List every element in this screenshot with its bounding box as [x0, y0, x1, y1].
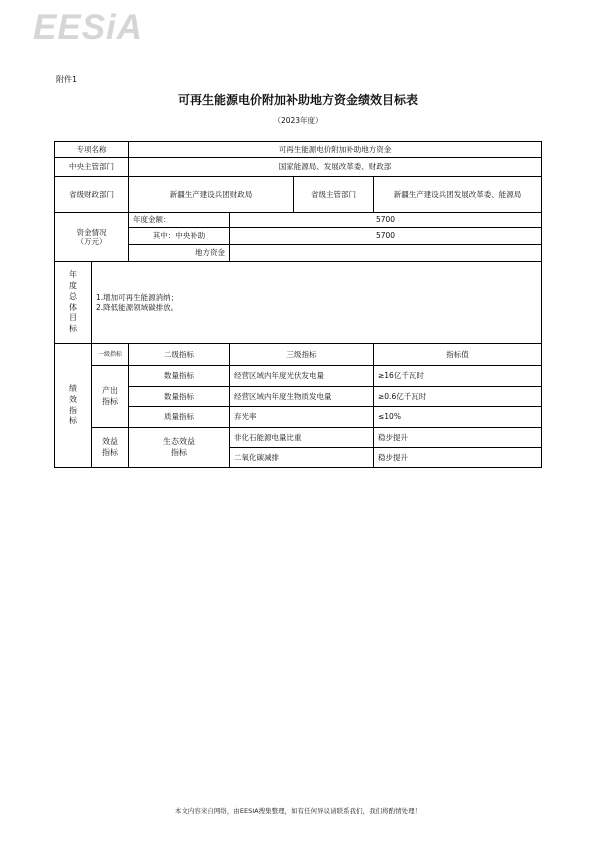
- output-indicator-label-text: 产出指标: [102, 385, 118, 406]
- project-name-label: 专项名称: [55, 142, 129, 158]
- table-row-value: 稳步提升: [374, 448, 542, 468]
- table-row-value: ≥0.6亿千瓦时: [374, 387, 542, 407]
- annex-label: 附件1: [56, 75, 78, 84]
- funds-central-label: 其中：中央补助: [129, 228, 230, 245]
- funds-label: [55, 213, 129, 262]
- funds-central-value: 5700: [230, 228, 542, 245]
- funds-label-line1: 资金情况: [76, 227, 107, 237]
- prov-finance-value: 新疆生产建设兵团财政局: [129, 177, 294, 213]
- table-row-value: ≥16亿千瓦时: [374, 366, 542, 387]
- level2-header: 二级指标: [129, 344, 230, 366]
- annual-goal-label: [55, 262, 92, 344]
- table-row-value: ≤10%: [374, 407, 542, 428]
- table-row-level3: 非化石能源电量比重: [230, 428, 374, 448]
- table-row-level3: 经营区域内年度生物质发电量: [230, 387, 374, 407]
- level1-header: 一级指标: [92, 344, 129, 366]
- table-row-level3: 弃光率: [230, 407, 374, 428]
- funds-total-value: 5700: [230, 213, 542, 228]
- performance-indicators-label: [55, 344, 92, 468]
- table-row-level3: 二氧化碳减排: [230, 448, 374, 468]
- funds-total-label: 年度金额：: [129, 213, 230, 228]
- annual-goal-content: [92, 262, 542, 344]
- page-title: 可再生能源电价附加补助地方资金绩效目标表: [177, 93, 418, 107]
- central-dept-value: 国家能源局、发展改革委、财政部: [129, 158, 542, 177]
- footer-disclaimer: 本文内容来自网络，由EESIA搜集整理，如有任何异议请联系我们，我们将酌情处理！: [174, 807, 422, 815]
- table-row-level2: [129, 428, 230, 468]
- table-row-level2: 数量指标: [129, 366, 230, 387]
- table-row-level3: 经营区域内年度光伏发电量: [230, 366, 374, 387]
- prov-dept-label: 省级主管部门: [294, 177, 374, 213]
- performance-indicators-label-text: 绩效指标: [69, 383, 77, 426]
- annual-goal-line-1: 1.增加可再生能源消纳；: [96, 293, 179, 303]
- prov-dept-value: 新疆生产建设兵团发展改革委、能源局: [374, 177, 542, 213]
- level3-header: 三级指标: [230, 344, 374, 366]
- prov-finance-label: 省级财政部门: [55, 177, 129, 213]
- table-row-level2: 质量指标: [129, 407, 230, 428]
- table-row-level2: 数量指标: [129, 387, 230, 407]
- funds-local-value: [230, 245, 542, 262]
- project-name-value: 可再生能源电价附加补助地方资金: [129, 142, 542, 158]
- eco-benefit-label-text: 生态效益指标: [163, 436, 195, 457]
- annual-goal-label-text: 年度总体目标: [69, 270, 77, 334]
- funds-local-label: 地方资金: [129, 245, 230, 262]
- benefit-indicator-label: [92, 428, 129, 468]
- output-indicator-label: [92, 366, 129, 428]
- performance-target-table: [54, 141, 542, 468]
- benefit-indicator-label-text: 效益指标: [102, 436, 118, 457]
- year-label: （2023年度）: [273, 116, 323, 125]
- table-row-value: 稳步提升: [374, 428, 542, 448]
- central-dept-label: 中央主管部门: [55, 158, 129, 177]
- indicator-value-header: 指标值: [374, 344, 542, 366]
- eesia-logo: EESiA: [33, 8, 144, 47]
- funds-label-line2: （万元）: [76, 237, 107, 246]
- annual-goal-line-2: 2.降低能源领域碳排放。: [96, 302, 179, 312]
